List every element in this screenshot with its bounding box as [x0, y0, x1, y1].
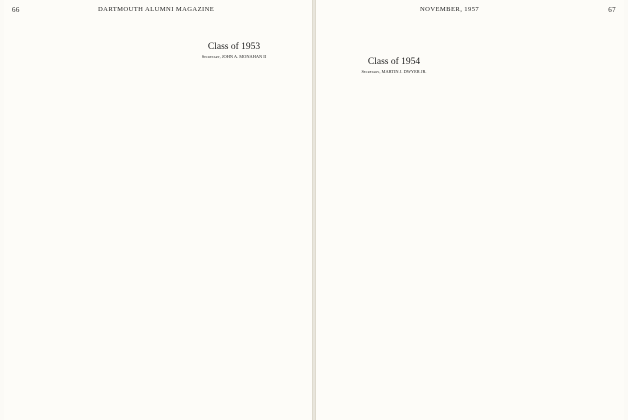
body-paragraph [12, 53, 152, 58]
left-column-2 [164, 18, 304, 416]
left-page [4, 0, 312, 420]
left-running-head [12, 5, 304, 15]
text-block [324, 57, 464, 92]
text-block [164, 42, 304, 87]
left-column-1 [12, 18, 152, 416]
body-paragraph [324, 48, 464, 53]
body-paragraph [324, 87, 464, 92]
class-heading: Class of 1954 [367, 57, 421, 68]
right-running-head [324, 5, 616, 15]
left-running-title: DARTMOUTH ALUMNI MAGAZINE [98, 6, 215, 13]
text-block [476, 18, 616, 63]
right-page [316, 0, 624, 420]
body-paragraph [164, 82, 304, 87]
right-page-number: 67 [608, 6, 616, 14]
left-page-number: 66 [12, 6, 20, 14]
secretary-byline: Secretary, MARTIN J. DWYER JR. [361, 69, 427, 75]
text-block [12, 18, 152, 58]
right-column-2 [476, 18, 616, 416]
secretary-byline: Secretary, JOHN A. MONAHAN II [201, 54, 267, 60]
body-paragraph [164, 33, 304, 38]
body-paragraph [476, 58, 616, 63]
class-heading: Class of 1953 [207, 42, 261, 53]
text-block [164, 18, 304, 38]
right-running-title: NOVEMBER, 1957 [420, 6, 480, 13]
text-block [324, 18, 464, 53]
right-column-1 [324, 18, 464, 416]
